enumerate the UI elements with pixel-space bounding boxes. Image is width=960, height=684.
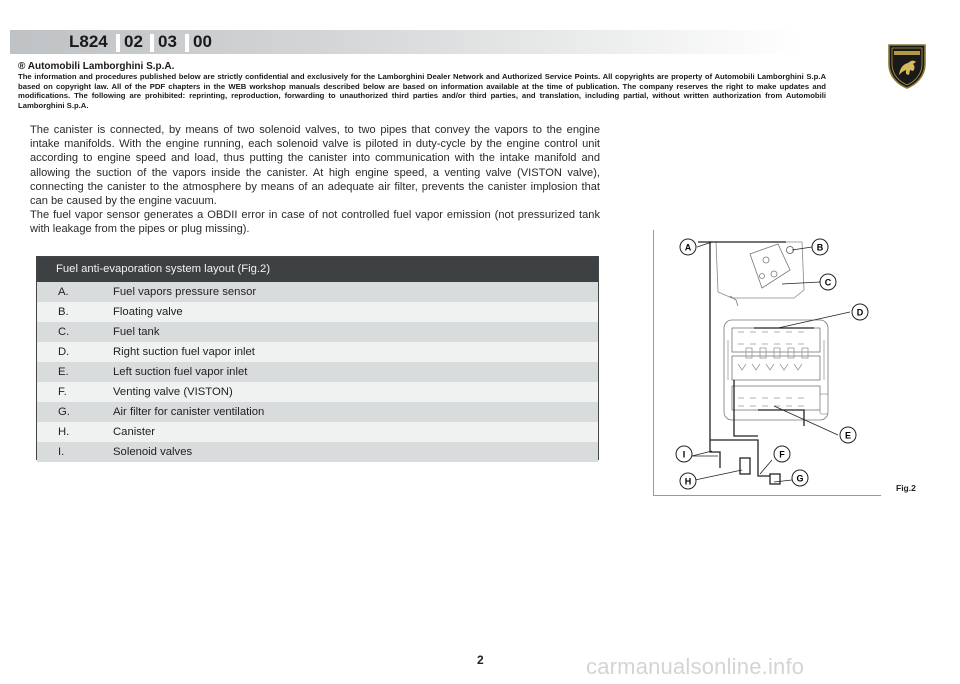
copyright-title: ® Automobili Lamborghini S.p.A.	[18, 61, 175, 72]
legend-row	[37, 282, 598, 302]
callout-g: G	[796, 473, 804, 484]
legend-value: Fuel vapors pressure sensor	[113, 286, 257, 298]
legend-value: Venting valve (VISTON)	[113, 386, 233, 398]
legend-table	[36, 256, 599, 460]
callout-b: B	[816, 242, 824, 253]
legend-key: A.	[58, 286, 69, 298]
diagram-frame	[653, 230, 881, 496]
legend-row	[37, 342, 598, 362]
fuel-evap-system-diagram	[654, 230, 882, 496]
callout-f: F	[779, 449, 785, 460]
code-separator	[150, 34, 154, 52]
legend-key: D.	[58, 346, 70, 358]
legend-value: Right suction fuel vapor inlet	[113, 346, 255, 358]
callout-i: I	[682, 449, 686, 460]
callout-e: E	[844, 430, 852, 441]
legend-key: E.	[58, 366, 69, 378]
legend-row	[37, 382, 598, 402]
legend-value: Solenoid valves	[113, 446, 193, 458]
callout-a: A	[684, 242, 692, 253]
page-number: 2	[477, 653, 484, 667]
doc-code-subgroup: 03	[158, 32, 177, 51]
copyright-notice	[18, 61, 826, 110]
legend-row	[37, 442, 598, 462]
body-paragraph: The canister is connected, by means of two solenoid valves, to two pipes that convey the vapors to the engine intake manifolds. With the engine running, each solenoid valve is piloted in duty-cycle by the engine control unit according to engine speed and load, thus putting the canister into communication with the intake manifold and allowing the suction of the vapors inside the canister. At high engine speed, a venting valve (VISTON valve), connecting the canister to the atmosphere by means of an adequate air filter, prevents the canister implosion that can be caused by the engine vacuum.	[30, 124, 600, 208]
legend-key: G.	[58, 406, 70, 418]
callout-c: C	[824, 277, 832, 288]
copyright-text: The information and procedures published below are strictly confidential and exclusively for the Lamborghini Dealer Network and Authorized Service Points. All copyrights are property of Automobili Lamborghini S.p.A based on copyright law. All of the PDF chapters in the WEB workshop manuals described below are based on information available at the time of publication. The company reserves the right to make updates and modifications. The following are prohibited: reprinting, reproduction, forwarding to unauthorized third parties and/or third parties, and translation, including partial, without written authorization from Automobili Lamborghini S.p.A.	[18, 72, 826, 110]
legend-key: I.	[58, 446, 65, 458]
legend-row	[37, 302, 598, 322]
code-separator	[116, 34, 120, 52]
body-text	[30, 123, 600, 237]
legend-key: B.	[58, 306, 69, 318]
legend-value: Fuel tank	[113, 326, 160, 338]
callout-d: D	[856, 307, 864, 318]
watermark-text: carmanualsonline.info	[586, 654, 805, 679]
legend-value: Air filter for canister ventilation	[113, 406, 265, 418]
legend-key: C.	[58, 326, 70, 338]
code-separator	[185, 34, 189, 52]
figure-caption: Fig.2	[896, 483, 916, 493]
legend-row	[37, 422, 598, 442]
doc-code-section: 00	[193, 32, 212, 51]
legend-title: Fuel anti-evaporation system layout (Fig.2)	[37, 257, 598, 282]
legend-value: Canister	[113, 426, 156, 438]
lamborghini-shield-logo	[885, 42, 929, 90]
legend-row	[37, 322, 598, 342]
doc-code-group: 02	[124, 32, 143, 51]
legend-row	[37, 402, 598, 422]
doc-code-model: L824	[69, 32, 108, 51]
legend-value: Left suction fuel vapor inlet	[113, 366, 248, 378]
legend-key: H.	[58, 426, 70, 438]
body-paragraph: The fuel vapor sensor generates a OBDII error in case of not controlled fuel vapor emission (not pressurized tank with leakage from the pipes or plug missing).	[30, 209, 600, 236]
legend-key: F.	[58, 386, 67, 398]
callout-h: H	[684, 476, 692, 487]
legend-value: Floating valve	[113, 306, 183, 318]
legend-row	[37, 362, 598, 382]
